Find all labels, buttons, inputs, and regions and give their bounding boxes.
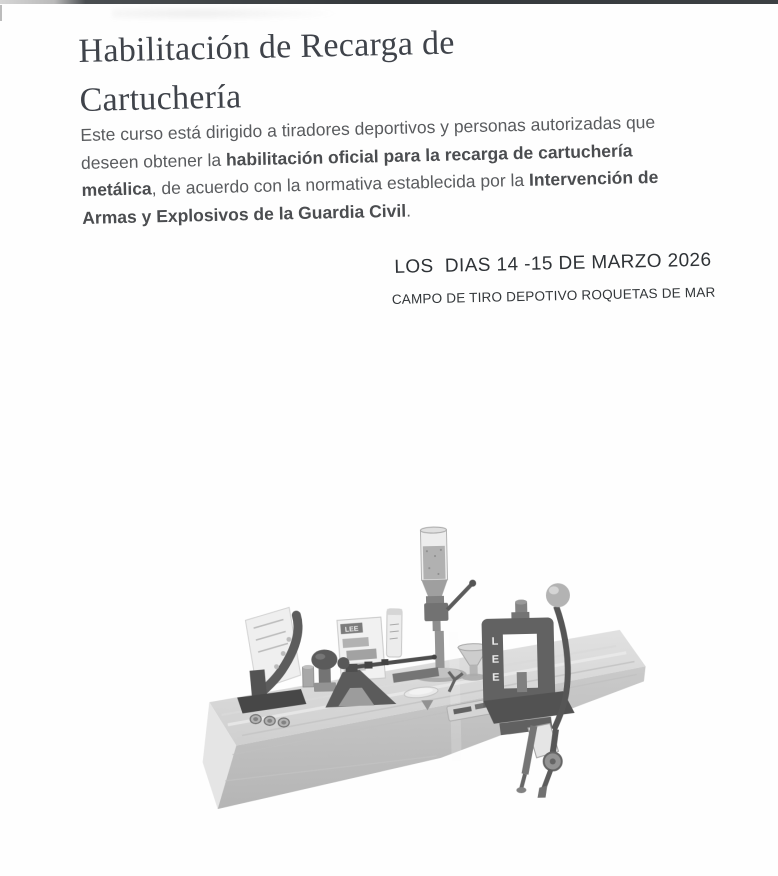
- case-lube-tube: [386, 609, 402, 657]
- intro-text: .: [405, 199, 412, 221]
- page-title-line2: Cartuchería: [79, 78, 242, 119]
- powder-dipper-knob: [302, 649, 338, 692]
- intro-text: , de acuerdo con la normativa establecida por la: [151, 169, 530, 199]
- press-brand-letter: L: [491, 635, 499, 648]
- event-dates: LOS DIAS 14 -15 DE MARZO 2026: [394, 249, 712, 278]
- intro-text: Este curso está dirigido a tiradores deportivos y personas autorizadas que: [80, 111, 656, 145]
- intro-text: deseen obtener la: [80, 149, 227, 173]
- event-info: [380, 249, 726, 307]
- event-venue: CAMPO DE TIRO DEPOTIVO ROQUETAS DE MAR: [391, 284, 716, 307]
- intro-text-bold: Armas y Explosivos de la Guardia Civil: [82, 200, 407, 228]
- intro-paragraph: [80, 107, 742, 232]
- intro-text-bold: metálica: [81, 178, 152, 200]
- card-brand-text: LEE: [344, 625, 359, 634]
- page-title-line1: Habilitación de Recarga de: [78, 24, 456, 70]
- press-brand-letter: E: [491, 653, 500, 666]
- intro-text-bold: habilitación oficial para la recarga de cartuchería: [225, 139, 633, 170]
- press-brand-letter: E: [491, 671, 500, 684]
- ball-handle: [546, 583, 571, 608]
- page-title: [78, 18, 456, 125]
- intro-text-bold: Intervención de: [528, 166, 659, 190]
- reloading-kit-photo: [193, 519, 680, 830]
